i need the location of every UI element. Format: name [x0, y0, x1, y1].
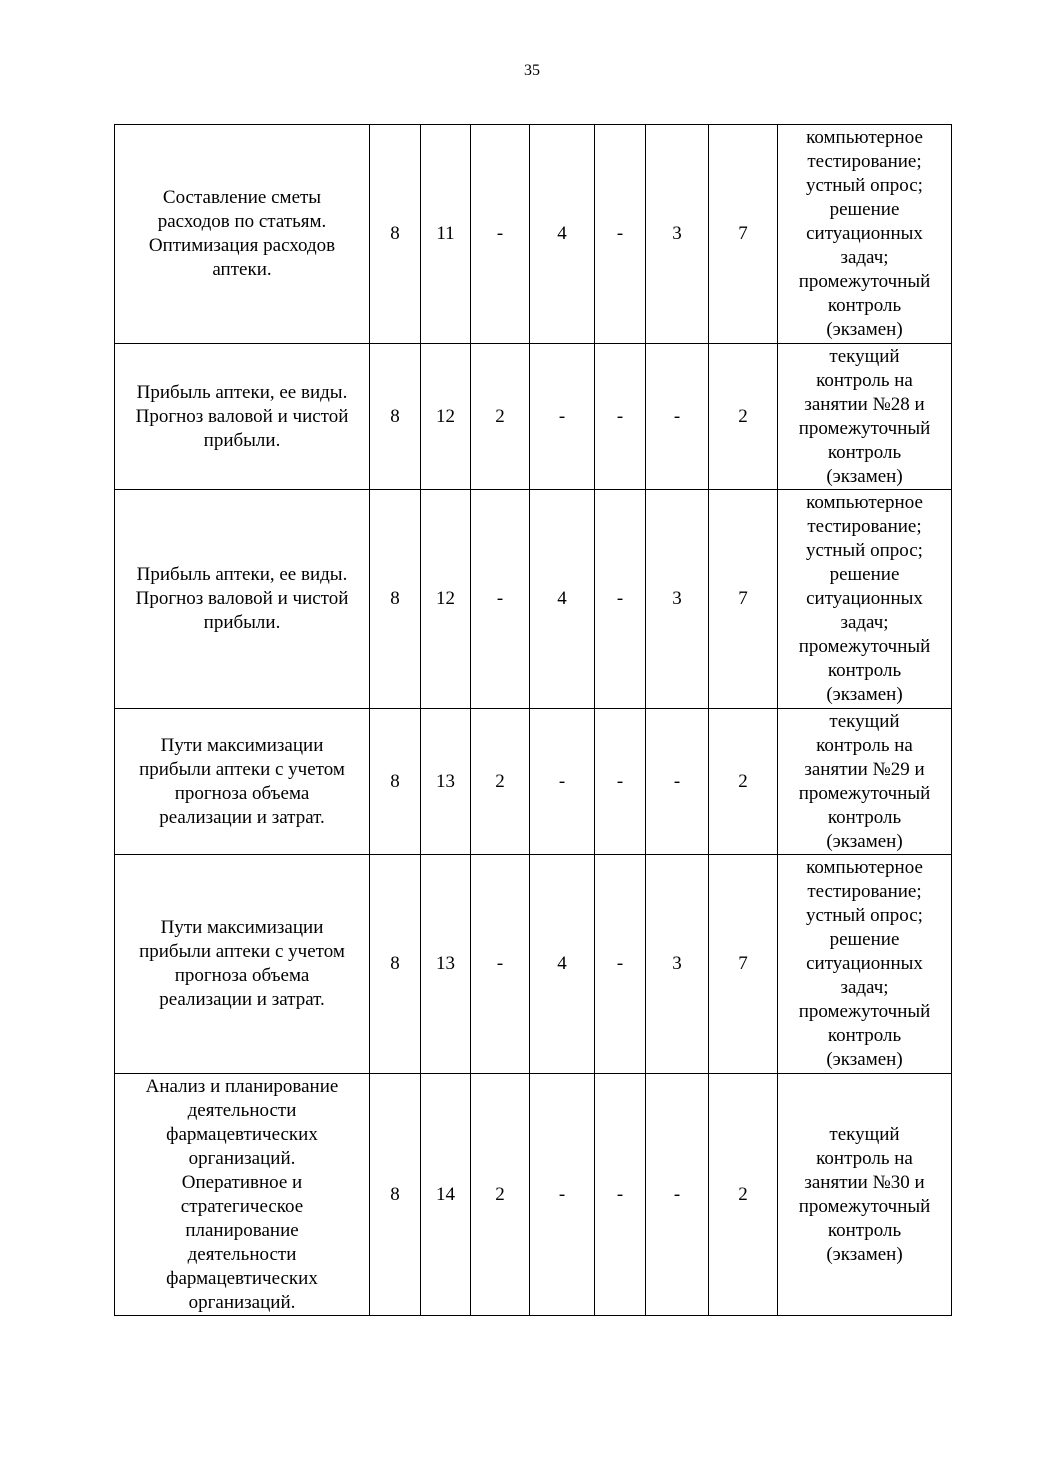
topic-cell: Прибыль аптеки, ее виды. Прогноз валовой и чистой прибыли. [115, 490, 370, 709]
self-study-cell: 3 [646, 490, 709, 709]
table-row [115, 1074, 952, 1316]
semester-cell: 8 [370, 1074, 421, 1316]
labs-cell: - [595, 1074, 646, 1316]
table-row [115, 709, 952, 855]
week-cell: 13 [421, 709, 471, 855]
table-row [115, 855, 952, 1074]
semester-cell: 8 [370, 344, 421, 490]
control-cell: компьютерное тестирование; устный опрос; решение ситуационных задач; промежуточный контроль (экзамен) [778, 490, 952, 709]
self-study-cell: 3 [646, 855, 709, 1074]
table-row [115, 125, 952, 344]
topic-cell: Прибыль аптеки, ее виды. Прогноз валовой и чистой прибыли. [115, 344, 370, 490]
practice-cell: 4 [530, 855, 595, 1074]
lectures-cell: 2 [471, 1074, 530, 1316]
control-cell: текущий контроль на занятии №29 и промежуточный контроль (экзамен) [778, 709, 952, 855]
labs-cell: - [595, 855, 646, 1074]
schedule-table [114, 124, 952, 1316]
week-cell: 12 [421, 490, 471, 709]
total-cell: 7 [709, 855, 778, 1074]
self-study-cell: 3 [646, 125, 709, 344]
week-cell: 14 [421, 1074, 471, 1316]
practice-cell: 4 [530, 125, 595, 344]
lectures-cell: - [471, 490, 530, 709]
semester-cell: 8 [370, 855, 421, 1074]
control-cell: текущий контроль на занятии №30 и промежуточный контроль (экзамен) [778, 1074, 952, 1316]
self-study-cell: - [646, 1074, 709, 1316]
topic-cell: Пути максимизации прибыли аптеки с учетом прогноза объема реализации и затрат. [115, 855, 370, 1074]
page-number: 35 [524, 62, 540, 79]
labs-cell: - [595, 125, 646, 344]
topic-cell: Анализ и планирование деятельности фармацевтических организаций. Оперативное и стратегическое планирование деятельности фармацевтических организаций. [115, 1074, 370, 1316]
week-cell: 11 [421, 125, 471, 344]
total-cell: 2 [709, 709, 778, 855]
lectures-cell: - [471, 855, 530, 1074]
table-row [115, 344, 952, 490]
practice-cell: - [530, 709, 595, 855]
semester-cell: 8 [370, 125, 421, 344]
practice-cell: - [530, 344, 595, 490]
total-cell: 2 [709, 1074, 778, 1316]
practice-cell: 4 [530, 490, 595, 709]
labs-cell: - [595, 709, 646, 855]
total-cell: 7 [709, 125, 778, 344]
labs-cell: - [595, 490, 646, 709]
semester-cell: 8 [370, 490, 421, 709]
topic-cell: Составление сметы расходов по статьям. Оптимизация расходов аптеки. [115, 125, 370, 344]
topic-cell: Пути максимизации прибыли аптеки с учетом прогноза объема реализации и затрат. [115, 709, 370, 855]
week-cell: 12 [421, 344, 471, 490]
semester-cell: 8 [370, 709, 421, 855]
lectures-cell: - [471, 125, 530, 344]
self-study-cell: - [646, 344, 709, 490]
control-cell: компьютерное тестирование; устный опрос; решение ситуационных задач; промежуточный контроль (экзамен) [778, 855, 952, 1074]
lectures-cell: 2 [471, 344, 530, 490]
control-cell: компьютерное тестирование; устный опрос; решение ситуационных задач; промежуточный контроль (экзамен) [778, 125, 952, 344]
self-study-cell: - [646, 709, 709, 855]
week-cell: 13 [421, 855, 471, 1074]
labs-cell: - [595, 344, 646, 490]
lectures-cell: 2 [471, 709, 530, 855]
total-cell: 7 [709, 490, 778, 709]
control-cell: текущий контроль на занятии №28 и промежуточный контроль (экзамен) [778, 344, 952, 490]
total-cell: 2 [709, 344, 778, 490]
table-row [115, 490, 952, 709]
practice-cell: - [530, 1074, 595, 1316]
